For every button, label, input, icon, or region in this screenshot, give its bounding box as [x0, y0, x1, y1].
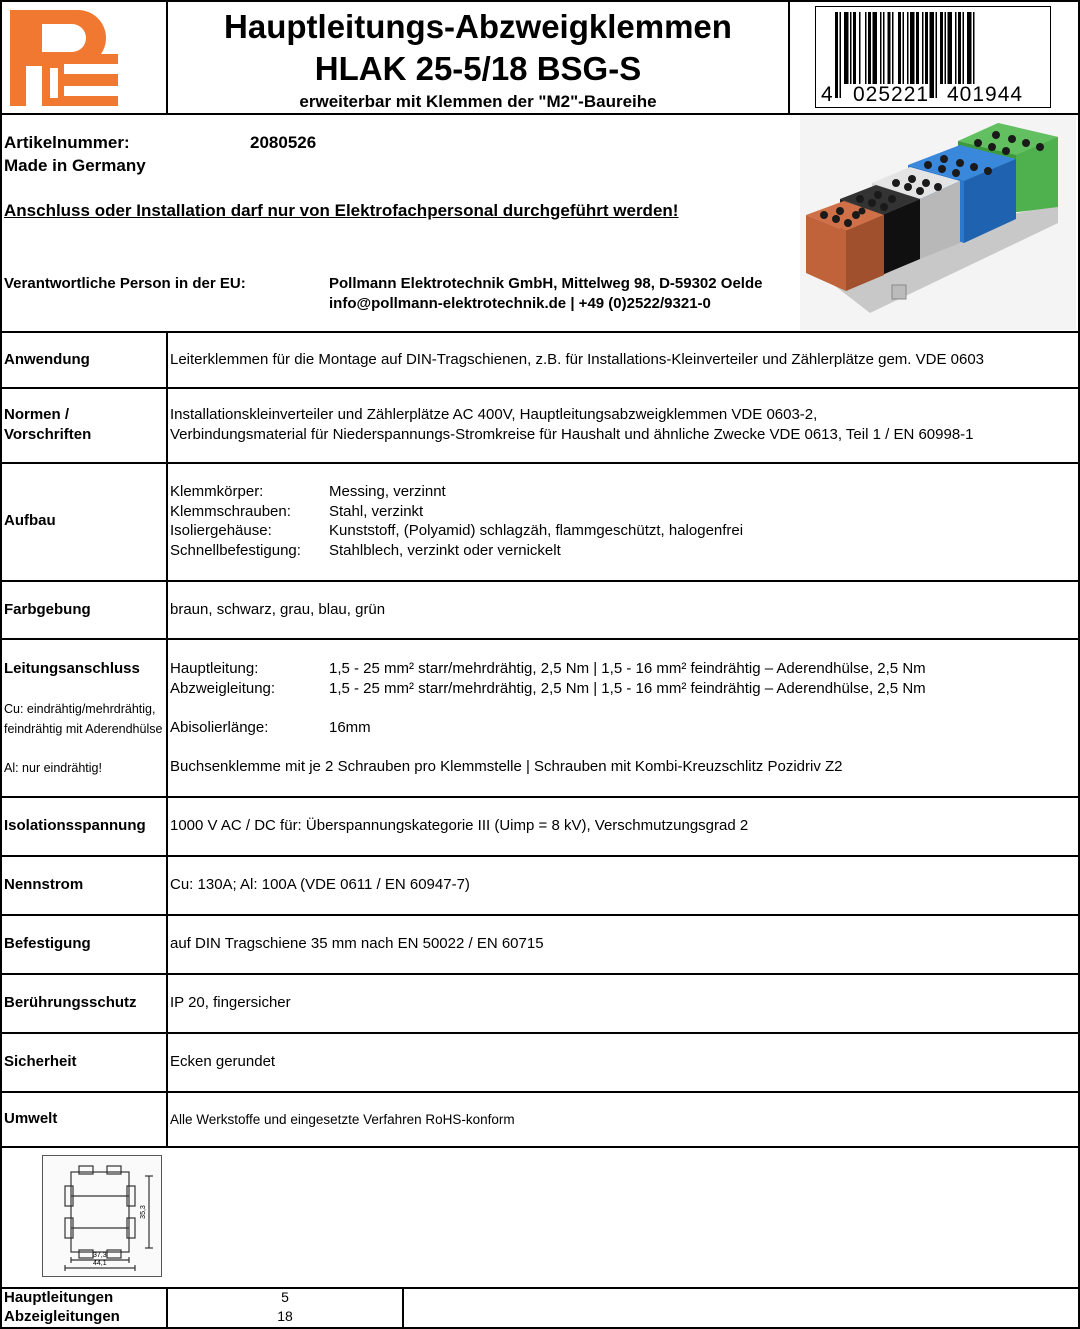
eu-responsible-contact: info@pollmann-elektrotechnik.de | +49 (0)2522/9321-0 [329, 295, 711, 312]
label-farbgebung: Farbgebung [4, 601, 91, 618]
aufbau-value-2: Kunststoff, (Polyamid) schlagzäh, flammgeschützt, halogenfrei [329, 522, 744, 539]
abzweigleitung-key: Abzweigleitung: [170, 680, 276, 697]
product-photo [800, 115, 1076, 330]
label-befestigung: Befestigung [4, 935, 91, 952]
abisolierlaenge-value: 16mm [329, 719, 371, 736]
hauptleitung-value: 1,5 - 25 mm² starr/mehrdrähtig, 2,5 Nm | 1,5 - 16 mm² feindrähtig – Aderendhülse, 2,5 Nm [329, 660, 926, 677]
footer-abzw-value: 18 [277, 1308, 293, 1324]
made-in: Made in Germany [4, 156, 146, 175]
aufbau-key-0: Klemmkörper: [170, 483, 264, 500]
value-anwendung: Leiterklemmen für die Montage auf DIN-Tragschienen, z.B. für Installations-Kleinverteiler und Zählerplätze gem. VDE 0603 [170, 351, 985, 368]
subtitle: erweiterbar mit Klemmen der "M2"-Baureihe [299, 92, 657, 111]
aufbau-key-1: Klemmschrauben: [170, 503, 291, 520]
note-al: Al: nur eindrähtig! [4, 761, 102, 775]
hauptleitung-key: Hauptleitung: [170, 660, 259, 677]
label-nennstrom: Nennstrom [4, 876, 84, 893]
value-befestigung: auf DIN Tragschiene 35 mm nach EN 50022 / EN 60715 [170, 935, 544, 952]
barcode-digits-3: 401944 [947, 83, 1024, 106]
value-farbgebung: braun, schwarz, grau, blau, grün [170, 601, 386, 618]
barcode [815, 6, 1051, 108]
label-aufbau: Aufbau [4, 512, 56, 529]
note-cu-1: Cu: eindrähtig/mehrdrähtig, [4, 702, 156, 716]
footer-abzw-label: Abzeigleitungen [4, 1308, 120, 1325]
page-title: Hauptleitungs-Abzweigklemmen [224, 8, 732, 45]
label-leitungsanschluss: Leitungsanschluss [4, 660, 140, 677]
dim-total: 44,1 [93, 1260, 107, 1267]
value-umwelt: Alle Werkstoffe und eingesetzte Verfahren RoHS-konform [170, 1112, 515, 1127]
eu-responsible-label: Verantwortliche Person in der EU: [4, 275, 246, 292]
label-anwendung: Anwendung [4, 351, 90, 368]
product-model: HLAK 25-5/18 BSG-S [314, 50, 642, 87]
value-beruehrungsschutz: IP 20, fingersicher [170, 994, 291, 1011]
label-beruehrungsschutz: Berührungsschutz [4, 994, 137, 1011]
abisolierlaenge-key: Abisolierlänge: [170, 719, 269, 736]
aufbau-value-3: Stahlblech, verzinkt oder vernickelt [329, 542, 561, 559]
abzweigleitung-value: 1,5 - 25 mm² starr/mehrdrähtig, 2,5 Nm | 1,5 - 16 mm² feindrähtig – Aderendhülse, 2,5 Nm [329, 680, 926, 697]
label-isolationsspannung: Isolationsspannung [4, 817, 146, 834]
aufbau-key-3: Schnellbefestigung: [170, 542, 301, 559]
aufbau-value-1: Stahl, verzinkt [329, 503, 424, 520]
label-normen-1: Normen / [4, 406, 70, 423]
aufbau-value-0: Messing, verzinnt [329, 483, 446, 500]
eu-responsible-address: Pollmann Elektrotechnik GmbH, Mittelweg 98, D-59302 Oelde [329, 275, 763, 292]
label-sicherheit: Sicherheit [4, 1053, 77, 1070]
dim-inner: 37,3 [93, 1252, 107, 1259]
article-number-label: Artikelnummer: [4, 133, 130, 152]
company-logo [8, 8, 118, 108]
footer-haupt-value: 5 [281, 1289, 289, 1305]
aufbau-key-2: Isoliergehäuse: [170, 522, 272, 539]
article-number-value: 2080526 [250, 133, 317, 152]
label-normen-2: Vorschriften [4, 426, 92, 443]
value-normen-2: Verbindungsmaterial für Niederspannungs-Stromkreise für Haushalt und ähnliche Zwecke VDE 0613, Teil 1 / EN 60998-1 [170, 426, 974, 443]
dimension-drawing [42, 1155, 162, 1277]
value-sicherheit: Ecken gerundet [170, 1053, 276, 1070]
pe-logo-icon [8, 8, 118, 108]
note-cu-2: feindrähtig mit Aderendhülse [4, 722, 163, 736]
value-normen-1: Installationskleinverteiler und Zählerplätze AC 400V, Hauptleitungsabzweigklemmen VDE 0603-2, [170, 406, 818, 423]
dim-height: 35,3 [139, 1205, 147, 1219]
barcode-digits-2: 025221 [853, 83, 930, 106]
safety-warning: Anschluss oder Installation darf nur von Elektrofachpersonal durchgeführt werden! [4, 201, 679, 220]
value-isolationsspannung: 1000 V AC / DC für: Überspannungskategorie III (Uimp = 8 kV), Verschmutzungsgrad 2 [170, 817, 749, 834]
label-umwelt: Umwelt [4, 1110, 58, 1127]
footer-haupt-label: Hauptleitungen [4, 1289, 114, 1306]
value-nennstrom: Cu: 130A; Al: 100A (VDE 0611 / EN 60947-7) [170, 876, 470, 893]
buchsenklemme-text: Buchsenklemme mit je 2 Schrauben pro Klemmstelle | Schrauben mit Kombi-Kreuzschlitz Pozidriv Z2 [170, 758, 843, 775]
barcode-digit-1: 4 [821, 83, 833, 106]
